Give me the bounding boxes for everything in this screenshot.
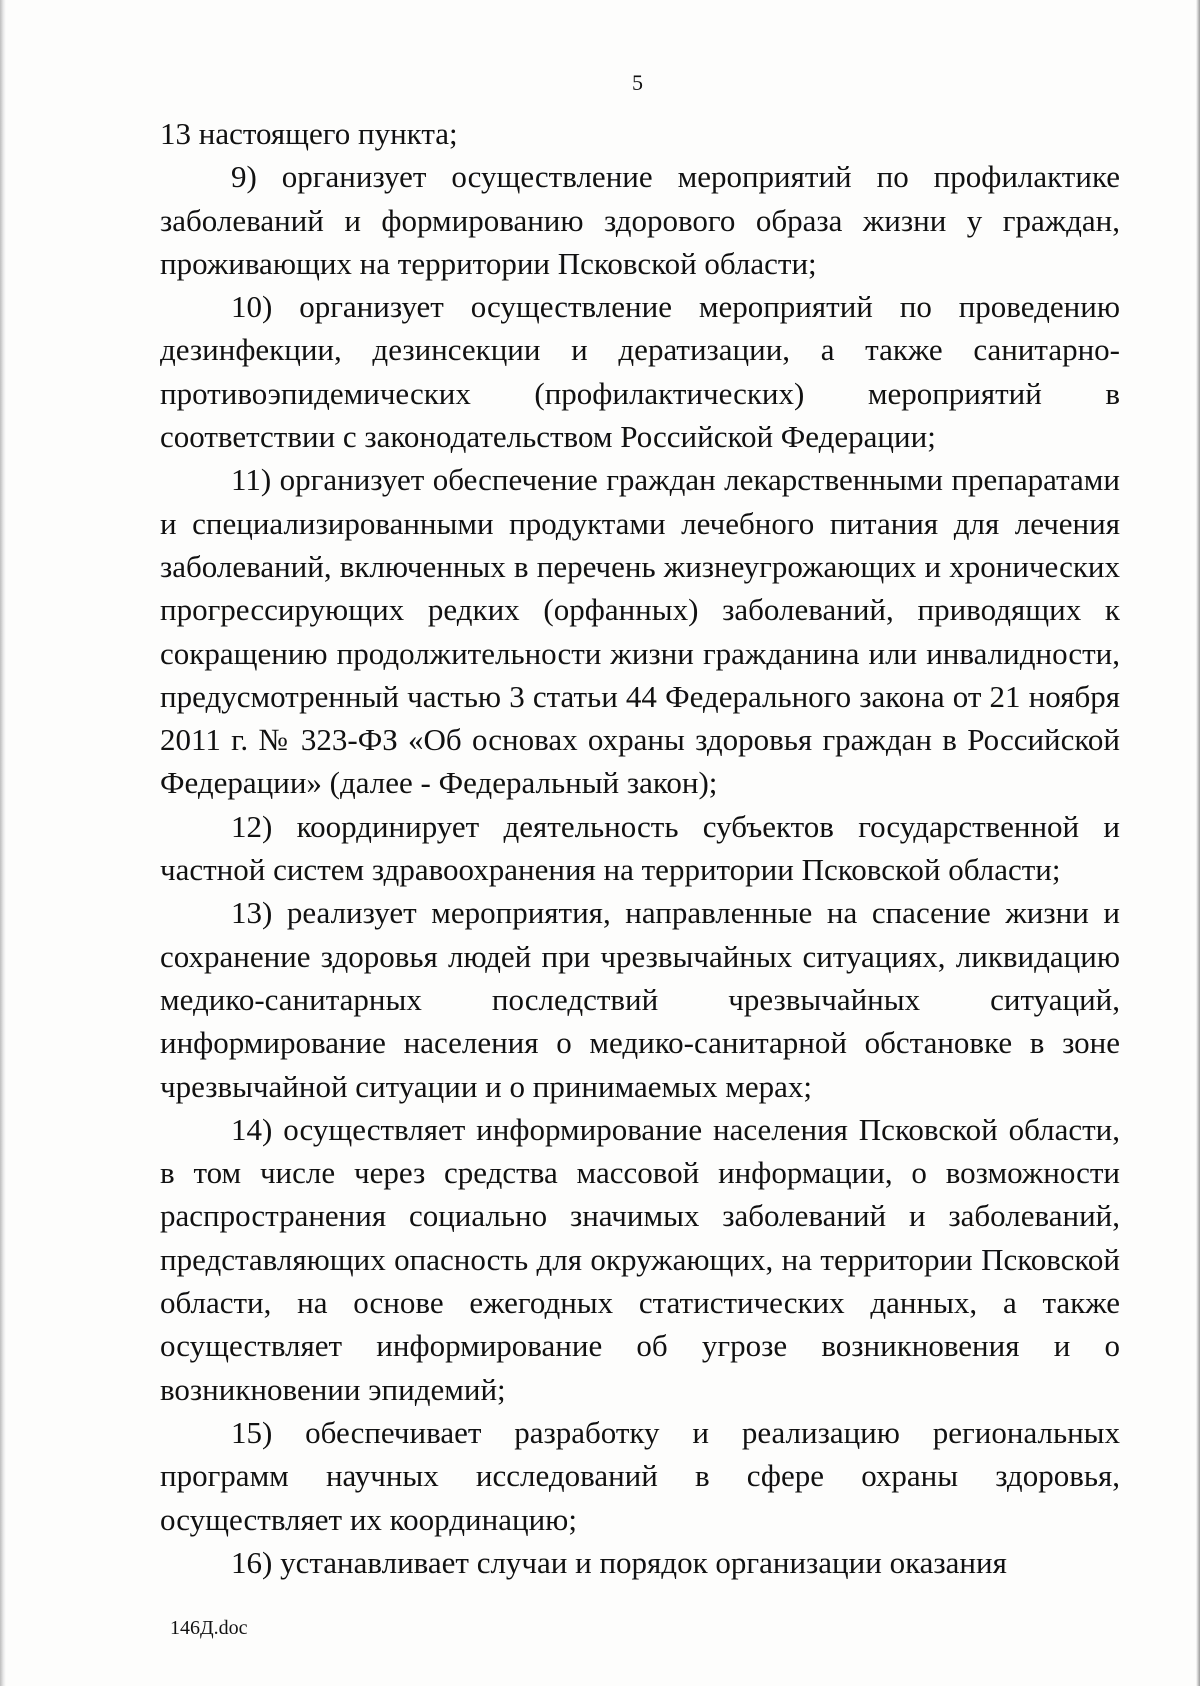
scan-right-edge	[1196, 0, 1200, 1686]
paragraph-continuation: 13 настоящего пункта;	[160, 116, 458, 151]
page-number: 5	[632, 70, 643, 95]
paragraph-item-11: 11) организует обеспечение граждан лекарственными препаратами и специализированными продуктами лечебного питания для лечения заболеваний, включенных в перечень жизнеугрожающих и хронических прогрессирующих редких (орфанных) заболеваний, приводящих к сокращению продолжительности жизни гражданина или инвалидности, предусмотренный частью 3 статьи 44 Федерального закона от 21 ноября 2011 г. № 323-ФЗ «Об основах охраны здоровья граждан в Российской Федерации» (далее - Федеральный закон);	[160, 462, 1120, 801]
document-body	[160, 112, 1120, 1584]
paragraph-item-15: 15) обеспечивает разработку и реализацию региональных программ научных исследований в сфере охраны здоровья, осуществляет их координацию;	[160, 1414, 1120, 1537]
footer-filename: 146Д.doc	[170, 1617, 248, 1639]
paragraph-item-16: 16) устанавливает случаи и порядок организации оказания	[231, 1544, 1007, 1580]
paragraph-item-14: 14) осуществляет информирование населения Псковской области, в том числе через средства массовой информации, о возможности распространения социально значимых заболеваний и заболеваний, представляющих опасность для окружающих, на территории Псковской области, на основе ежегодных статистических данных, а также осуществляет информирование об угрозе возникновения и о возникновении эпидемий;	[160, 1111, 1120, 1407]
paragraph-item-13: 13) реализует мероприятия, направленные на спасение жизни и сохранение здоровья людей при чрезвычайных ситуациях, ликвидацию медико-санитарных последствий чрезвычайных ситуаций, информирование населения о медико-санитарной обстановке в зоне чрезвычайной ситуации и о принимаемых мерах;	[160, 895, 1120, 1104]
paragraph-item-9: 9) организует осуществление мероприятий по профилактике заболеваний и формированию здорового образа жизни у граждан, проживающих на территории Псковской области;	[160, 159, 1120, 281]
paragraph-item-10: 10) организует осуществление мероприятий по проведению дезинфекции, дезинсекции и дератизации, а также санитарно-противоэпидемических (профилактических) мероприятий в соответствии с законодательством Российской Федерации;	[160, 289, 1120, 455]
paragraph-item-12: 12) координирует деятельность субъектов государственной и частной систем здравоохранения на территории Псковской области;	[160, 808, 1120, 888]
scan-left-edge	[0, 0, 6, 1686]
